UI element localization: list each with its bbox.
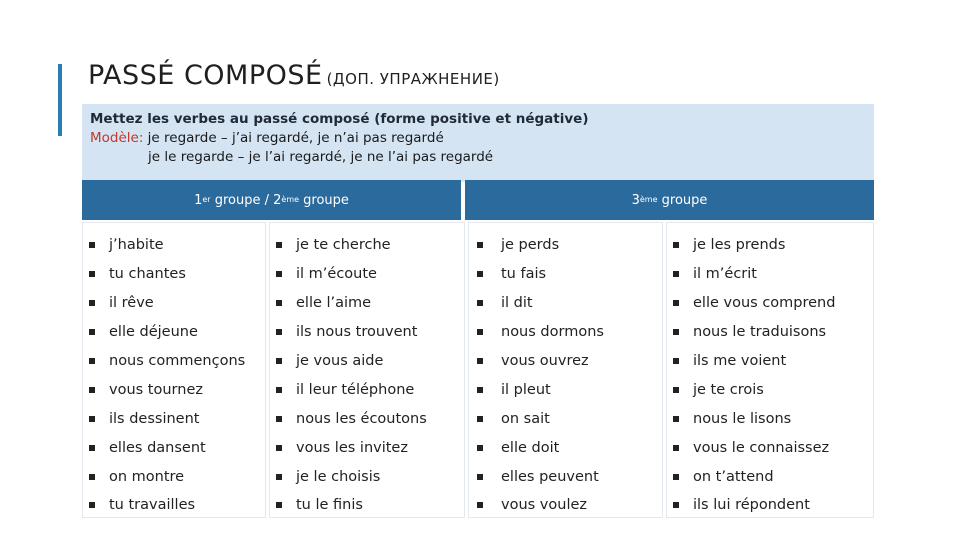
list-item xyxy=(469,404,662,433)
slide-title-sub: (ДОП. УПРАЖНЕНИЕ) xyxy=(326,70,500,88)
bullet-icon xyxy=(477,329,483,335)
list-item xyxy=(469,433,662,462)
verb-text: ils dessinent xyxy=(109,410,200,427)
header-right-post: groupe xyxy=(657,192,708,208)
bullet-icon xyxy=(276,387,282,393)
list-item xyxy=(667,231,873,260)
bullet-icon xyxy=(477,445,483,451)
list-item xyxy=(83,318,265,347)
bullet-icon xyxy=(673,300,679,306)
list-item xyxy=(270,289,464,318)
model-label: Modèle: xyxy=(90,130,144,146)
list-item xyxy=(469,289,662,318)
list-item xyxy=(83,462,265,491)
verb-text: je vous aide xyxy=(296,353,384,369)
verb-text: je te cherche xyxy=(296,237,391,254)
verb-text: il dit xyxy=(501,295,533,312)
bullet-icon xyxy=(89,358,95,364)
instructions-heading: Mettez les verbes au passé composé (forme positive et négative) xyxy=(90,111,589,127)
list-item xyxy=(667,318,873,347)
bullet-icon xyxy=(673,502,679,508)
list-item xyxy=(270,462,464,491)
list-item xyxy=(270,375,464,404)
verb-text: ils nous trouvent xyxy=(296,324,418,341)
verb-text: il m’écoute xyxy=(296,266,377,283)
verb-text: elle vous comprend xyxy=(693,295,836,312)
verb-text: nous le traduisons xyxy=(693,324,827,341)
verb-text: ils me voient xyxy=(693,353,787,369)
header-right-part: 3 xyxy=(631,192,640,208)
title-accent-bar xyxy=(58,64,62,136)
verb-text: nous dormons xyxy=(501,324,604,341)
column-2 xyxy=(269,222,465,518)
bullet-icon xyxy=(477,300,483,306)
list-item xyxy=(667,404,873,433)
list-item xyxy=(270,318,464,347)
bullet-icon xyxy=(673,329,679,335)
list-item xyxy=(83,491,265,520)
bullet-icon xyxy=(673,358,679,364)
list-item xyxy=(83,347,265,376)
header-left-sup1: er xyxy=(202,194,211,204)
verb-text: on t’attend xyxy=(693,468,774,485)
verb-text: on montre xyxy=(109,468,185,485)
bullet-icon xyxy=(673,474,679,480)
verb-text: j’habite xyxy=(109,237,164,254)
model-example-2: je le regarde – je l’ai regardé, je ne l’ai pas regardé xyxy=(148,149,494,165)
list-item xyxy=(667,491,873,520)
bullet-icon xyxy=(276,502,282,508)
verb-text: tu travailles xyxy=(109,497,196,514)
list-item xyxy=(667,347,873,376)
slide-title xyxy=(88,60,500,91)
list-item xyxy=(83,404,265,433)
bullet-icon xyxy=(89,300,95,306)
header-groups-1-2 xyxy=(82,180,461,220)
column-1 xyxy=(82,222,266,518)
instructions-box xyxy=(82,104,874,182)
verb-text: ils lui répondent xyxy=(693,497,810,514)
list-item xyxy=(469,491,662,520)
bullet-icon xyxy=(89,242,95,248)
list-item xyxy=(667,375,873,404)
list-item xyxy=(667,462,873,491)
bullet-icon xyxy=(477,416,483,422)
table-header xyxy=(82,180,874,220)
bullet-icon xyxy=(276,329,282,335)
verb-text: vous tournez xyxy=(109,381,203,398)
verb-text: tu le finis xyxy=(296,497,363,514)
header-left-part: 1 xyxy=(194,192,203,208)
list-item xyxy=(469,347,662,376)
list-item xyxy=(270,433,464,462)
bullet-icon xyxy=(477,387,483,393)
table-body xyxy=(82,222,874,518)
bullet-icon xyxy=(673,387,679,393)
verb-text: vous les invitez xyxy=(296,439,408,456)
verb-text: il pleut xyxy=(501,381,551,398)
verb-text: on sait xyxy=(501,410,550,427)
bullet-icon xyxy=(477,242,483,248)
verb-text: elle déjeune xyxy=(109,324,198,341)
verb-text: il m’écrit xyxy=(693,266,757,283)
verb-text: je le choisis xyxy=(296,468,381,485)
bullet-icon xyxy=(276,416,282,422)
header-left-mid: groupe / 2 xyxy=(210,192,282,208)
column-4 xyxy=(666,222,874,518)
verb-text: elle l’aime xyxy=(296,295,372,312)
verb-text: vous ouvrez xyxy=(501,353,589,369)
bullet-icon xyxy=(89,474,95,480)
verb-text: vous le connaissez xyxy=(693,439,830,456)
verb-text: nous les écoutons xyxy=(296,410,427,427)
verb-text: elles peuvent xyxy=(501,468,599,485)
list-item xyxy=(270,491,464,520)
verb-text: je te crois xyxy=(693,381,764,398)
bullet-icon xyxy=(276,242,282,248)
verb-text: nous commençons xyxy=(109,353,246,369)
bullet-icon xyxy=(276,300,282,306)
bullet-icon xyxy=(89,445,95,451)
bullet-icon xyxy=(89,416,95,422)
bullet-icon xyxy=(673,242,679,248)
list-item xyxy=(469,231,662,260)
bullet-icon xyxy=(276,445,282,451)
list-item xyxy=(469,462,662,491)
column-3 xyxy=(468,222,663,518)
verb-text: il leur téléphone xyxy=(296,381,415,398)
header-left-sup2: ème xyxy=(281,194,300,204)
verb-text: nous le lisons xyxy=(693,410,792,427)
bullet-icon xyxy=(673,416,679,422)
bullet-icon xyxy=(89,502,95,508)
header-right-sup: ème xyxy=(639,194,658,204)
list-item xyxy=(667,433,873,462)
header-group-3 xyxy=(465,180,874,220)
bullet-icon xyxy=(477,358,483,364)
list-item xyxy=(83,260,265,289)
bullet-icon xyxy=(89,387,95,393)
bullet-icon xyxy=(477,474,483,480)
list-item xyxy=(270,260,464,289)
header-left-post: groupe xyxy=(299,192,349,208)
slide-title-main: PASSÉ COMPOSÉ xyxy=(88,60,323,91)
verbs-table xyxy=(82,180,874,518)
list-item xyxy=(469,260,662,289)
bullet-icon xyxy=(276,358,282,364)
bullet-icon xyxy=(673,271,679,277)
verb-text: je les prends xyxy=(693,237,786,254)
list-item xyxy=(667,260,873,289)
verb-text: tu fais xyxy=(501,266,547,283)
verb-text: tu chantes xyxy=(109,266,186,283)
verb-text: je perds xyxy=(501,237,560,254)
verb-text: elles dansent xyxy=(109,439,206,456)
model-line-1 xyxy=(90,129,866,148)
list-item xyxy=(83,433,265,462)
bullet-icon xyxy=(477,271,483,277)
verb-text: elle doit xyxy=(501,439,560,456)
list-item xyxy=(270,231,464,260)
bullet-icon xyxy=(477,502,483,508)
list-item xyxy=(83,289,265,318)
bullet-icon xyxy=(673,445,679,451)
verb-text: il rêve xyxy=(109,295,154,312)
list-item xyxy=(667,289,873,318)
list-item xyxy=(83,375,265,404)
list-item xyxy=(270,347,464,376)
list-item xyxy=(83,231,265,260)
bullet-icon xyxy=(276,271,282,277)
bullet-icon xyxy=(89,271,95,277)
bullet-icon xyxy=(276,474,282,480)
bullet-icon xyxy=(89,329,95,335)
list-item xyxy=(270,404,464,433)
list-item xyxy=(469,318,662,347)
verb-text: vous voulez xyxy=(501,497,588,514)
model-example-1: je regarde – j’ai regardé, je n’ai pas regardé xyxy=(143,130,444,146)
list-item xyxy=(469,375,662,404)
